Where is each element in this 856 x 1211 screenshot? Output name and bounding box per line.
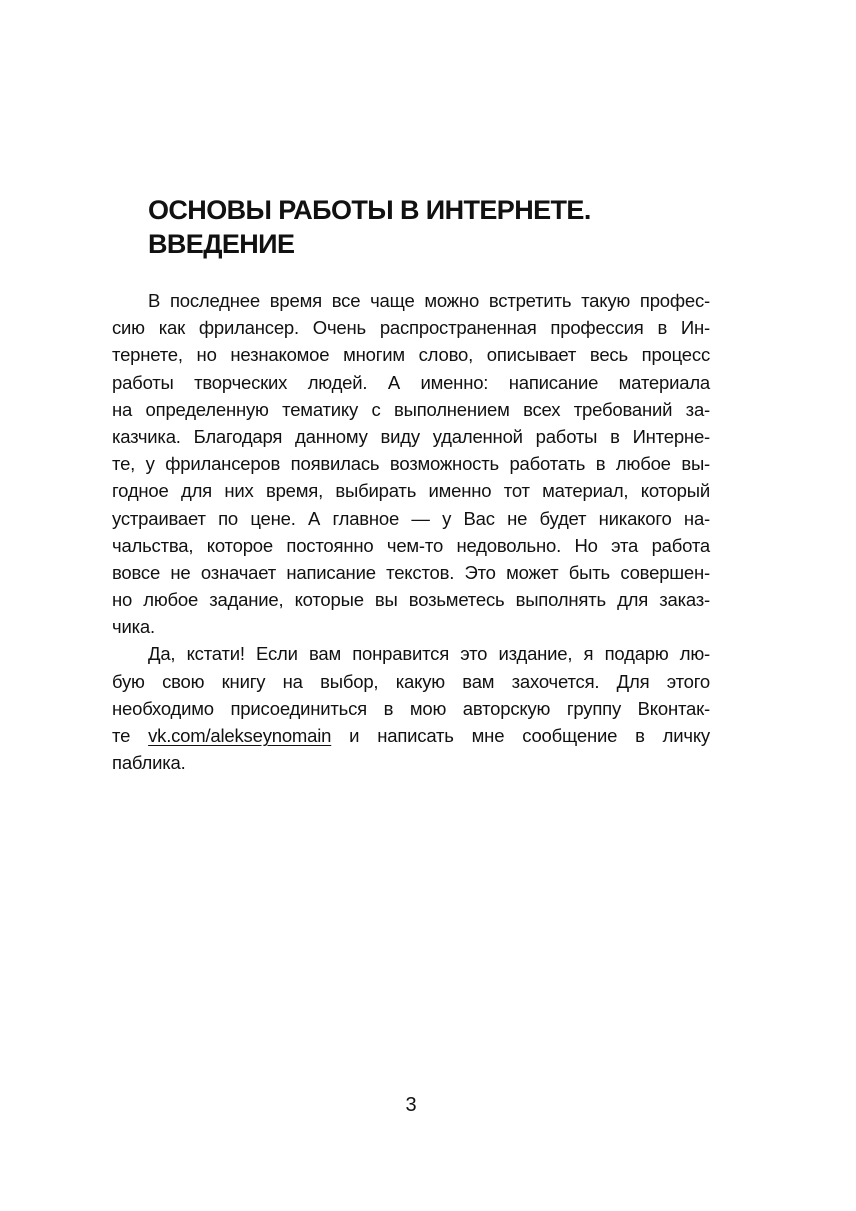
text-line: работы творческих людей. А именно: написание материала [112,371,710,393]
chapter-heading-line-1: ОСНОВЫ РАБОТЫ В ИНТЕРНЕТЕ. [148,195,591,225]
text-line: сию как фрилансер. Очень распространенная профессия в Ин- [112,317,710,339]
text-segment: те [112,725,149,746]
text-line: паблика. [112,752,186,774]
text-line: устраивает по цене. А главное — у Вас не будет никакого на- [112,507,710,529]
text-line: годное для них время, выбирать именно тот материал, который [112,480,710,502]
text-line: но любое задание, которые вы возьметесь выполнять для заказ- [112,589,710,611]
text-line: чальства, которое постоянно чем-то недовольно. Но эта работа [112,534,710,556]
text-line: казчика. Благодаря данному виду удаленной работы в Интерне- [112,425,710,447]
text-line: те, у фрилансеров появилась возможность работать в любое вы- [112,453,710,475]
text-line: на определенную тематику с выполнением всех требований за- [112,398,710,420]
text-segment: и написать мне сообщение в личку [331,725,710,746]
text-line: чика. [112,616,155,638]
text-line: необходимо присоединиться в мою авторскую группу Вконтак- [112,697,710,719]
page-number: 3 [405,1094,417,1116]
text-line: В последнее время все чаще можно встретить такую профес- [148,290,710,311]
text-line-with-link [112,722,710,749]
vk-group-link[interactable]: vk.com/alekseynomain [148,725,332,746]
text-line: Да, кстати! Если вам понравится это издание, я подарю лю- [148,643,710,665]
paragraph-2 [112,640,710,776]
chapter-heading-line-2: ВВЕДЕНИЕ [148,229,295,259]
text-line: бую свою книгу на выбор, какую вам захочется. Для этого [112,670,710,692]
body-text [112,287,710,776]
paragraph-1 [112,287,710,640]
text-line: тернете, но незнакомое многим слово, описывает весь процесс [112,344,710,366]
text-line: вовсе не означает написание текстов. Это может быть совершен- [112,561,710,583]
chapter-heading [148,193,748,261]
